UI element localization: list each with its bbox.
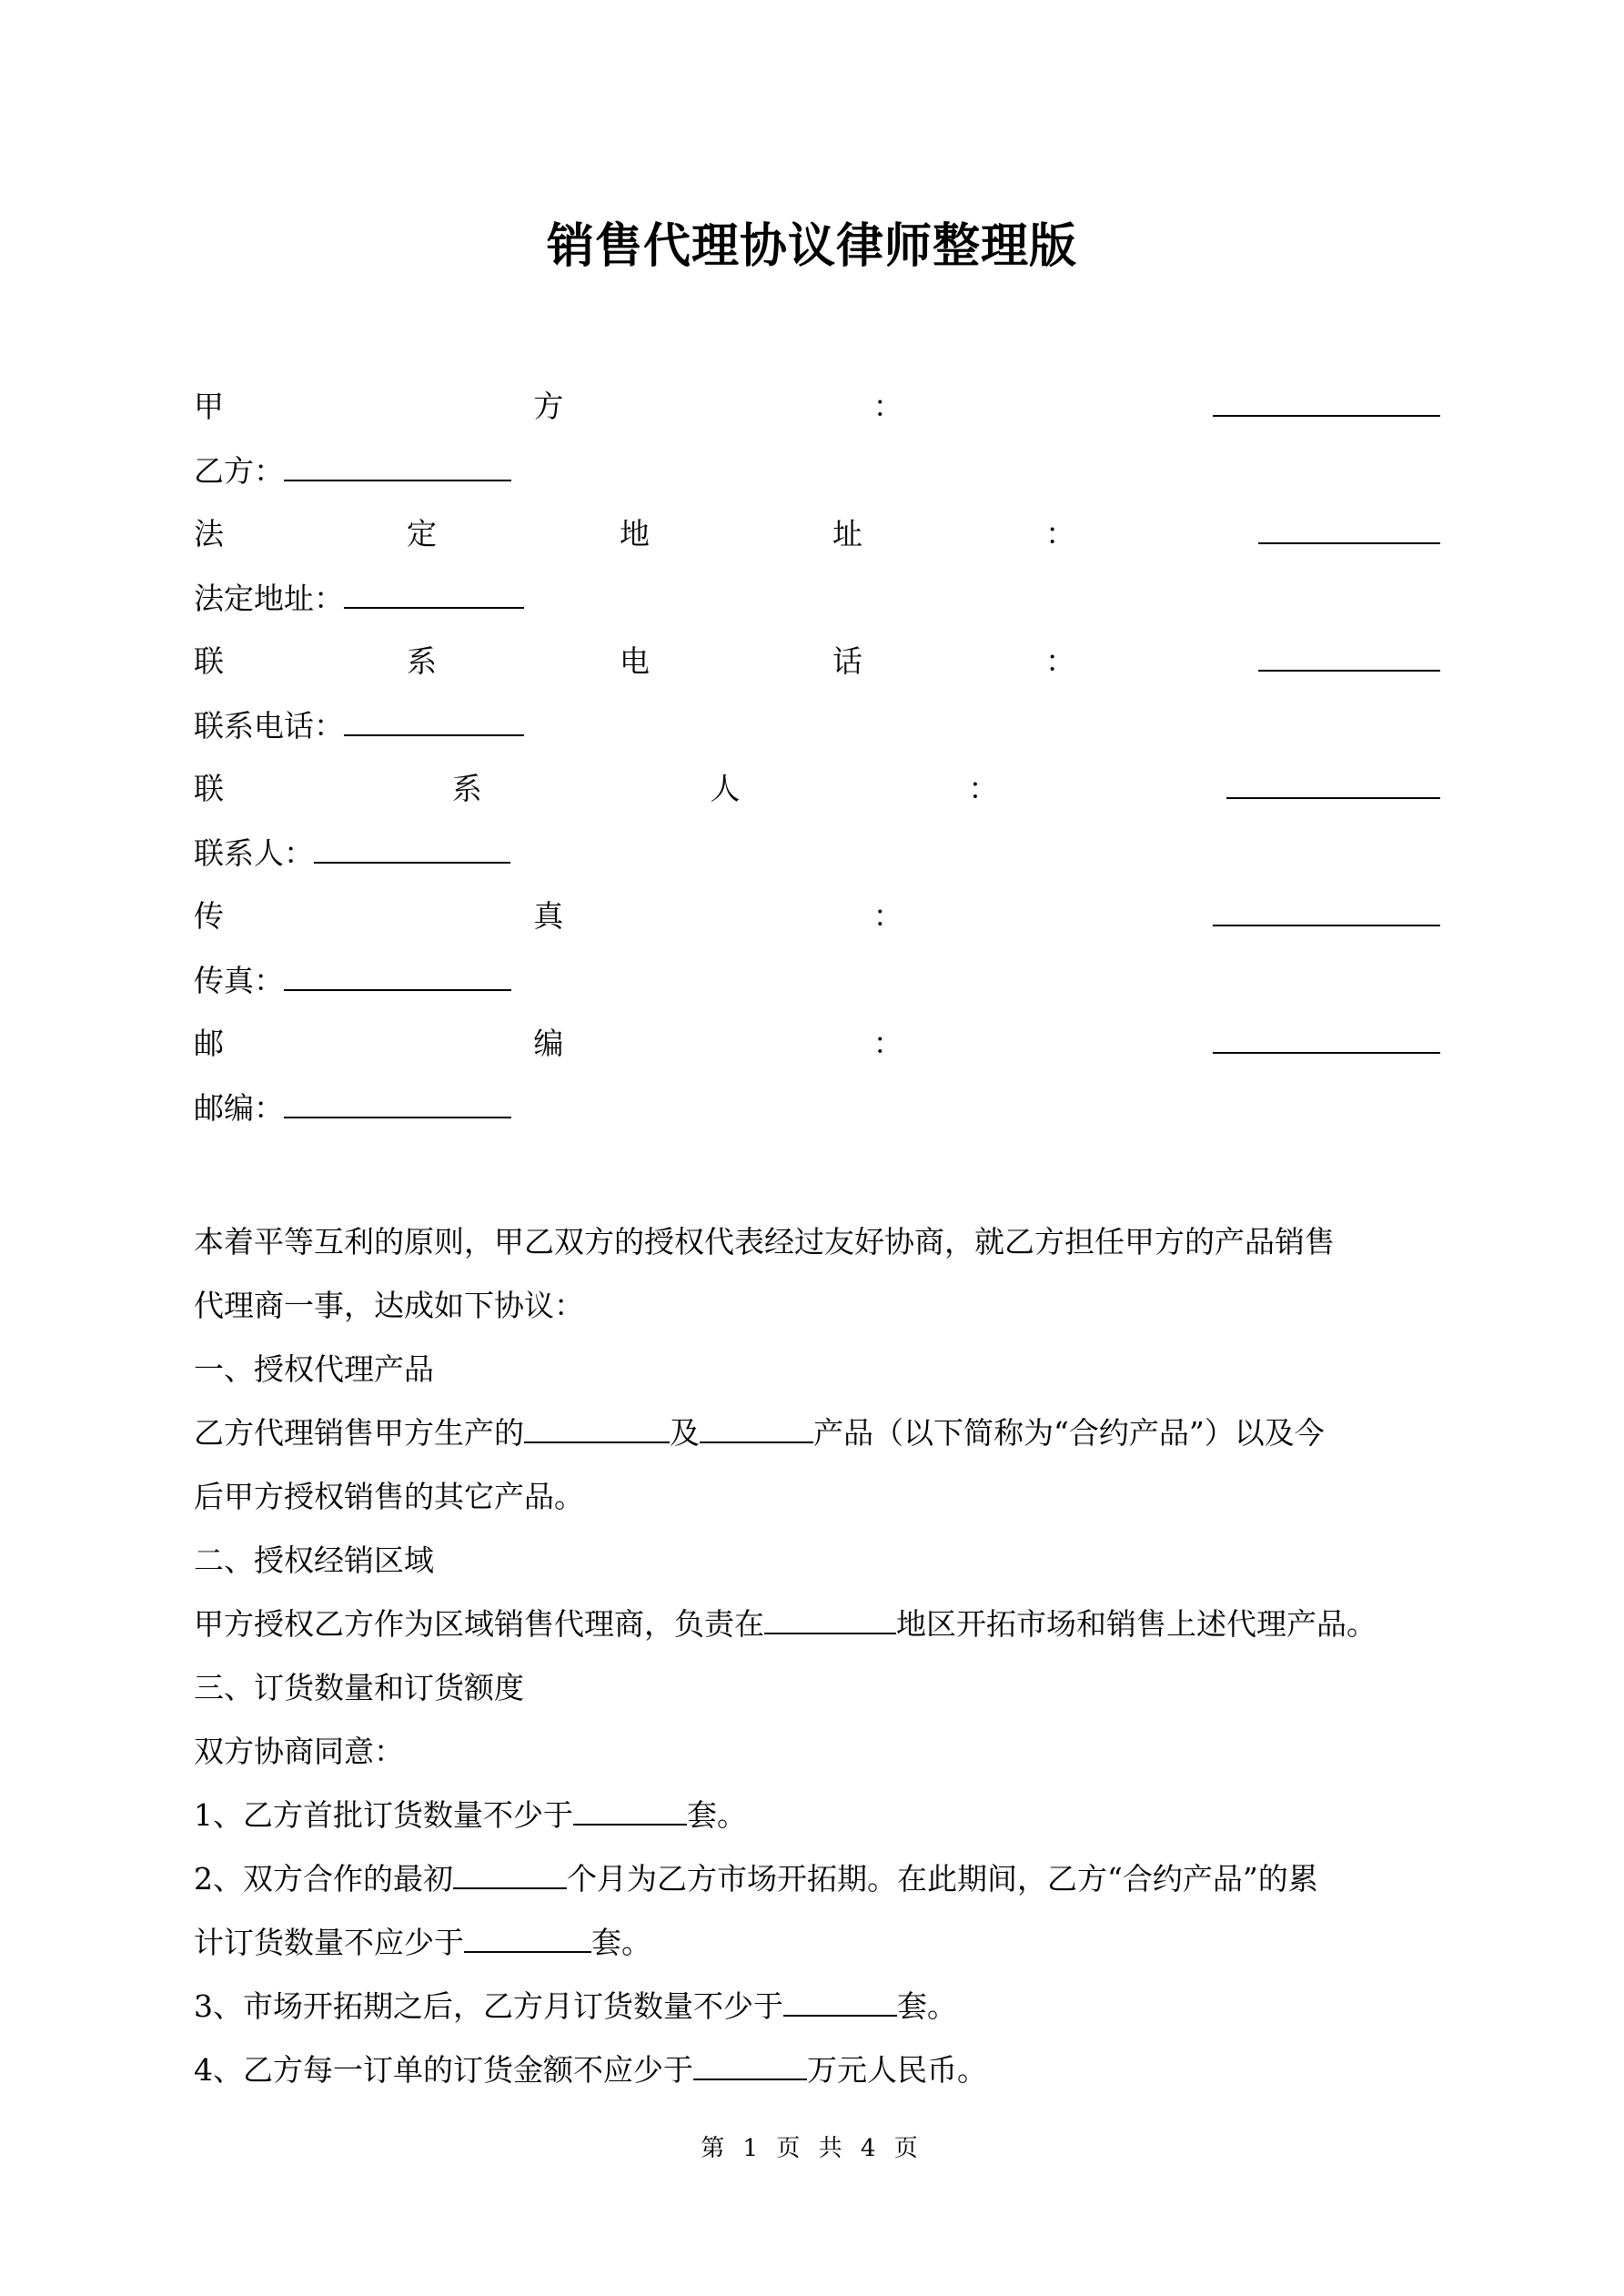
text-segment: 2、双方合作的最初 [194,1861,453,1896]
phone-b-row [194,699,1440,754]
addr-b-label: 法定地址： [194,581,344,616]
zip-a-char: 编 [533,1026,564,1061]
phone-a-char: 联 [194,643,224,679]
contact-b-blank[interactable] [314,834,510,864]
party-b-row [194,444,1440,499]
addr-b-blank[interactable] [344,580,524,609]
section-2-paragraph [194,1597,1440,1652]
party-a-row [194,379,1440,434]
contact-a-char: 人 [710,771,741,806]
cumulative-qty-blank[interactable] [464,1924,591,1953]
phone-a-row [194,634,1440,689]
party-b-blank[interactable] [284,452,511,481]
addr-a-char: 址 [832,516,862,551]
zip-a-row [194,1017,1440,1071]
section-2-heading: 二、授权经销区域 [194,1542,434,1578]
clause-4 [194,2043,1440,2098]
zip-b-row [194,1081,1440,1136]
party-a-char: ： [873,389,903,424]
zip-b-blank[interactable] [284,1089,511,1118]
text-segment: 地区开拓市场和销售上述代理产品。 [896,1606,1377,1642]
text-segment: 4、乙方每一订单的订货金额不应少于 [194,2052,693,2088]
clause-2-continued [194,1916,1440,1970]
phone-a-char: 话 [832,643,862,679]
addr-b-row [194,571,1440,626]
party-b-label: 乙方： [194,453,284,489]
phone-b-label: 联系电话： [194,708,344,743]
clause-1 [194,1788,1440,1843]
contact-a-row [194,762,1440,816]
fax-b-label: 传真： [194,963,284,998]
section-1-paragraph [194,1406,1440,1461]
section-3-intro: 双方协商同意： [194,1734,404,1769]
fax-b-row [194,954,1440,1008]
phone-a-char: 系 [407,643,437,679]
addr-a-char: 定 [407,516,437,551]
text-segment: 套。 [591,1925,651,1960]
first-order-qty-blank[interactable] [573,1796,687,1826]
addr-a-char: 地 [620,516,650,551]
fax-a-char: ： [873,898,903,934]
text-segment: 计订货数量不应少于 [194,1925,464,1960]
page-number: 第 1 页 共 4 页 [701,2135,923,2162]
addr-a-row [194,507,1440,561]
text-segment: 套。 [687,1797,747,1833]
contact-a-char: 联 [194,771,224,806]
document-title: 销售代理协议律师整理版 [546,219,1077,274]
contact-b-label: 联系人： [194,835,314,871]
clause-2 [194,1852,1440,1907]
text-segment: 乙方代理销售甲方生产的 [194,1415,524,1451]
text-segment: 产品（以下简称为“合约产品”）以及今 [813,1415,1325,1451]
months-blank[interactable] [453,1860,567,1889]
text-segment: 个月为乙方市场开拓期。在此期间，乙方“合约产品”的累 [567,1861,1318,1896]
zip-b-label: 邮编： [194,1090,284,1126]
order-amount-blank[interactable] [693,2051,807,2080]
zip-a-char: ： [873,1026,903,1061]
text-segment: 套。 [897,1988,957,2024]
party-a-blank[interactable] [1213,388,1440,417]
text-segment: 3、市场开拓期之后，乙方月订货数量不少于 [194,1988,783,2024]
clause-3 [194,1979,1440,2034]
addr-a-char: ： [1045,516,1075,551]
fax-b-blank[interactable] [284,962,511,991]
zip-a-char: 邮 [194,1026,224,1061]
section-1-paragraph-line: 后甲方授权销售的其它产品。 [194,1479,584,1514]
monthly-qty-blank[interactable] [783,1988,897,2017]
zip-a-blank[interactable] [1213,1025,1440,1054]
phone-a-char: ： [1045,643,1075,679]
product-blank-2[interactable] [700,1414,813,1443]
phone-b-blank[interactable] [344,707,524,736]
text-segment: 甲方授权乙方作为区域销售代理商，负责在 [194,1606,764,1642]
fax-a-char: 传 [194,898,224,934]
intro-paragraph-line: 代理商一事，达成如下协议： [194,1288,584,1323]
fax-a-blank[interactable] [1213,897,1440,926]
phone-a-blank[interactable] [1258,642,1440,672]
contact-a-char: ： [968,771,999,806]
text-segment: 及 [670,1415,700,1451]
contact-b-row [194,826,1440,881]
section-3-heading: 三、订货数量和订货额度 [194,1670,524,1705]
region-blank[interactable] [764,1605,896,1634]
party-a-char: 甲 [194,389,224,424]
phone-a-char: 电 [620,643,650,679]
text-segment: 1、乙方首批订货数量不少于 [194,1797,573,1833]
addr-a-char: 法 [194,516,224,551]
intro-paragraph-line: 本着平等互利的原则，甲乙双方的授权代表经过友好协商，就乙方担任甲方的产品销售 [194,1224,1335,1259]
contact-a-char: 系 [451,771,482,806]
product-blank-1[interactable] [524,1414,670,1443]
fax-a-char: 真 [533,898,564,934]
text-segment: 万元人民币。 [807,2052,987,2088]
addr-a-blank[interactable] [1258,515,1440,544]
party-a-char: 方 [533,389,564,424]
section-1-heading: 一、授权代理产品 [194,1351,434,1387]
fax-a-row [194,889,1440,944]
contact-a-blank[interactable] [1226,770,1440,799]
